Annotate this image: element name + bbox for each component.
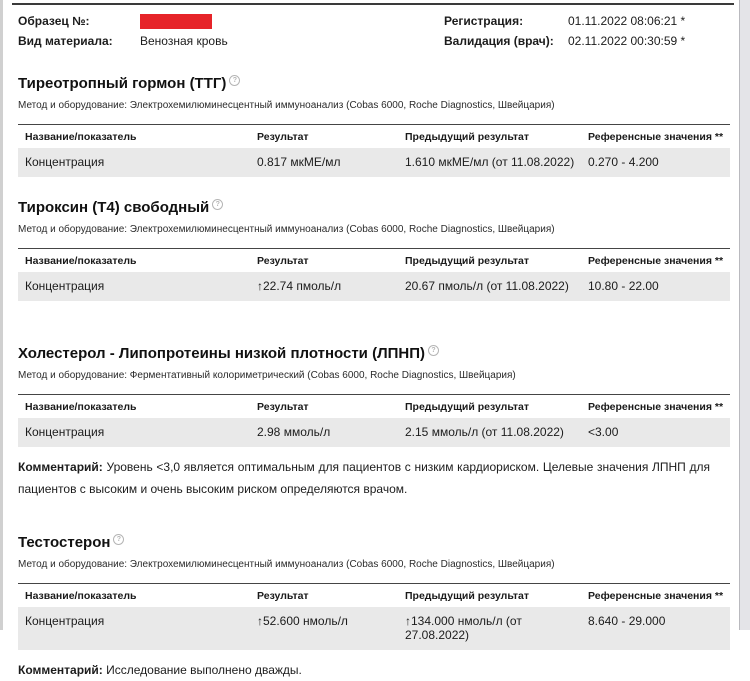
results-table [18,124,730,177]
help-icon[interactable]: ? [113,534,124,545]
cell-name: Концентрация [25,425,105,439]
cell-previous: ↑134.000 нмоль/л (от 27.08.2022) [405,614,522,642]
help-icon[interactable]: ? [212,199,223,210]
section-t4 [18,199,730,301]
help-icon[interactable]: ? [229,75,240,86]
header-cell-reference: Референсные значения ** [588,131,724,143]
section-title [18,345,730,363]
top-divider-rule [12,3,734,5]
section-title [18,75,730,93]
registration-label: Регистрация: [444,14,524,28]
registration-value: 01.11.2022 08:06:21 * [568,14,686,28]
header-cell-result: Результат [257,590,309,602]
sample-number-value [140,14,444,29]
cell-previous: 20.67 пмоль/л (от 11.08.2022) [405,279,569,293]
cell-result: ↑52.600 нмоль/л [257,614,348,628]
validation-label: Валидация (врач): [444,34,554,48]
section-title [18,199,730,217]
comment-text: Уровень <3,0 является оптимальным для пациентов с низким кардиориском. Целевые значения ЛПНП для пациентов с высоким и очень высоким риском определяются врачом. [18,460,710,496]
cell-name: Концентрация [25,614,105,628]
results-table [18,248,730,301]
header-cell-previous: Предыдущий результат [405,401,529,413]
comment-label: Комментарий: [18,663,103,677]
report-header [18,14,730,49]
lab-report-page [18,10,730,681]
comment-text: Исследование выполнено дважды. [102,663,302,677]
header-cell-previous: Предыдущий результат [405,131,529,143]
section-title-text: Тестостерон [18,534,111,551]
table-row [18,148,730,177]
method-line: Метод и оборудование: Электрохемилюминесцентный иммуноанализ (Cobas 6000, Roche Diagnostics, Швейцария) [18,559,555,570]
page-left-edge [0,0,3,630]
method-line: Метод и оборудование: Электрохемилюминесцентный иммуноанализ (Cobas 6000, Roche Diagnostics, Швейцария) [18,100,555,111]
section-title-text: Тироксин (Т4) свободный [18,199,210,216]
header-cell-result: Результат [257,255,309,267]
validation-value: 02.11.2022 00:30:59 * [568,34,686,48]
header-cell-reference: Референсные значения ** [588,590,724,602]
section-title-text: Холестерол - Липопротеины низкой плотности (ЛПНП) [18,345,425,362]
header-cell-reference: Референсные значения ** [588,255,724,267]
cell-result: 2.98 ммоль/л [257,425,331,439]
table-header-row [18,124,730,148]
table-row [18,607,730,650]
comment-label: Комментарий: [18,460,103,474]
sample-number-label: Образец №: [18,14,90,28]
table-header-row [18,583,730,607]
table-header-row [18,394,730,418]
cell-reference: 10.80 - 22.00 [588,279,659,293]
section-title [18,534,730,552]
redacted-sample-number [140,14,212,29]
results-table [18,394,730,447]
header-cell-name: Название/показатель [25,255,137,267]
cell-reference: 8.640 - 29.000 [588,614,666,628]
table-row [18,272,730,301]
comment [18,456,710,500]
results-table [18,583,730,650]
help-icon[interactable]: ? [428,345,439,356]
page-right-edge [739,0,750,630]
section-testosterone [18,534,730,681]
material-type-value: Венозная кровь [140,34,228,48]
table-row [18,418,730,447]
header-cell-name: Название/показатель [25,131,137,143]
cell-result: 0.817 мкМЕ/мл [257,155,341,169]
header-cell-reference: Референсные значения ** [588,401,724,413]
table-header-row [18,248,730,272]
header-cell-previous: Предыдущий результат [405,590,529,602]
cell-result: ↑22.74 пмоль/л [257,279,342,293]
cell-reference: 0.270 - 4.200 [588,155,659,169]
cell-reference: <3.00 [588,425,619,439]
section-ldl [18,345,730,500]
method-line: Метод и оборудование: Ферментативный колориметрический (Cobas 6000, Roche Diagnostics, Швейцария) [18,370,516,381]
method-line: Метод и оборудование: Электрохемилюминесцентный иммуноанализ (Cobas 6000, Roche Diagnostics, Швейцария) [18,224,555,235]
comment [18,659,710,681]
header-cell-result: Результат [257,131,309,143]
header-cell-name: Название/показатель [25,401,137,413]
cell-previous: 1.610 мкМЕ/мл (от 11.08.2022) [405,155,575,169]
section-ttg [18,75,730,177]
section-title-text: Тиреотропный гормон (ТТГ) [18,75,227,92]
cell-name: Концентрация [25,155,105,169]
material-type-label: Вид материала: [18,34,113,48]
cell-name: Концентрация [25,279,105,293]
header-cell-result: Результат [257,401,309,413]
cell-previous: 2.15 ммоль/л (от 11.08.2022) [405,425,564,439]
header-cell-previous: Предыдущий результат [405,255,529,267]
header-cell-name: Название/показатель [25,590,137,602]
